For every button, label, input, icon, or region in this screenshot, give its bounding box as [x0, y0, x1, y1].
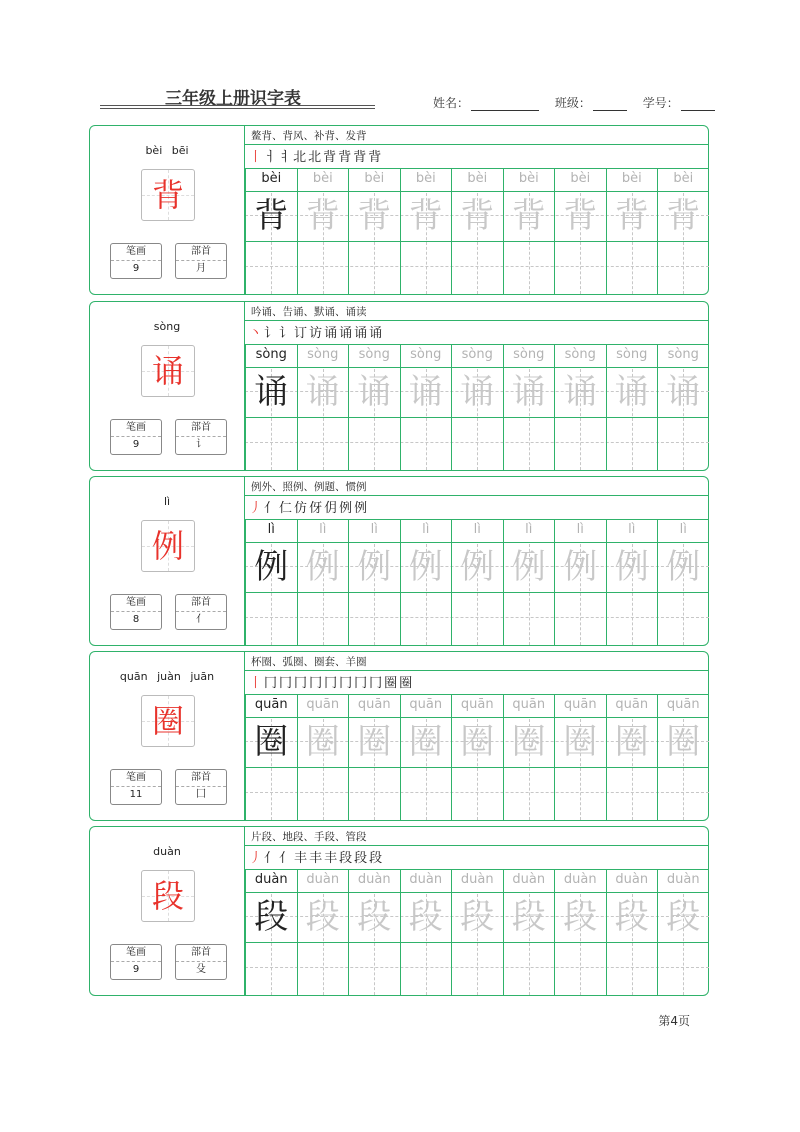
stroke-step: 背	[323, 150, 337, 165]
practice-character: 诵	[254, 372, 289, 412]
card-info-panel	[90, 126, 245, 294]
practice-pinyin: quān	[460, 697, 494, 712]
practice-cell[interactable]	[348, 169, 400, 294]
practice-cell[interactable]	[400, 169, 452, 294]
stroke-step: 北	[293, 150, 307, 165]
stroke-step: 背	[338, 150, 352, 165]
row-divider	[245, 495, 709, 496]
practice-cell[interactable]	[657, 345, 709, 470]
practice-pinyin: duàn	[306, 872, 340, 887]
practice-pinyin: quān	[409, 697, 443, 712]
practice-cell[interactable]	[245, 520, 297, 645]
class-label: 班级：	[554, 96, 591, 110]
practice-cell[interactable]	[400, 345, 452, 470]
practice-pinyin: duàn	[357, 872, 391, 887]
practice-cell[interactable]	[503, 520, 555, 645]
practice-pinyin: lì	[370, 522, 378, 537]
stroke-step: 丰	[294, 851, 308, 866]
practice-character: 诵	[666, 372, 701, 412]
practice-pinyin: quān	[666, 697, 700, 712]
radical-value: 月	[196, 263, 206, 274]
practice-character: 诵	[460, 372, 495, 412]
stroke-count-box	[110, 419, 162, 455]
practice-character: 背	[563, 196, 598, 236]
name-field[interactable]	[471, 98, 539, 111]
stroke-step: 北	[308, 150, 322, 165]
practice-character: 段	[357, 897, 392, 937]
row-divider	[245, 320, 709, 321]
practice-grid	[245, 520, 709, 645]
stroke-order	[249, 847, 384, 866]
practice-character: 段	[666, 897, 701, 937]
practice-cell[interactable]	[400, 520, 452, 645]
practice-pinyin: lì	[473, 522, 481, 537]
stroke-step: 访	[309, 326, 323, 341]
stroke-count-value: 9	[132, 439, 140, 450]
practice-grid	[245, 695, 709, 820]
practice-pinyin: sòng	[564, 347, 596, 362]
practice-cell[interactable]	[554, 695, 606, 820]
example-words: 片段、地段、手段、管段	[251, 831, 367, 843]
practice-grid	[245, 169, 709, 294]
row-divider	[245, 670, 709, 671]
practice-pinyin: lì	[525, 522, 533, 537]
practice-pinyin: bèi	[261, 171, 282, 186]
practice-character: 诵	[305, 372, 340, 412]
practice-pinyin: quān	[254, 697, 288, 712]
practice-character: 圈	[511, 722, 546, 762]
character-box	[141, 345, 195, 397]
pinyin-readings: sòng	[153, 320, 181, 333]
stroke-step: 冂	[264, 676, 278, 691]
practice-character: 圈	[614, 722, 649, 762]
stroke-step: 例	[339, 501, 353, 516]
radical-label: 部首	[176, 595, 226, 612]
practice-pinyin: duàn	[615, 872, 649, 887]
practice-cell[interactable]	[245, 695, 297, 820]
stroke-step: 仴	[324, 501, 338, 516]
practice-pinyin: bèi	[673, 171, 694, 186]
practice-pinyin: duàn	[563, 872, 597, 887]
radical-box	[175, 419, 227, 455]
practice-panel	[245, 652, 709, 820]
stroke-step: 诵	[339, 326, 353, 341]
main-character: 例	[151, 527, 184, 565]
practice-character: 段	[563, 897, 598, 937]
practice-pinyin: quān	[357, 697, 391, 712]
practice-cell[interactable]	[348, 695, 400, 820]
character-box	[141, 520, 195, 572]
radical-box	[175, 769, 227, 805]
character-box	[141, 870, 195, 922]
stroke-step: 冂	[294, 676, 308, 691]
practice-character: 背	[305, 196, 340, 236]
stroke-count-label: 笔画	[111, 595, 161, 612]
practice-cell[interactable]	[297, 345, 349, 470]
practice-cell[interactable]	[503, 870, 555, 995]
practice-character: 圈	[666, 722, 701, 762]
practice-character: 段	[305, 897, 340, 937]
practice-cell[interactable]	[451, 169, 503, 294]
stroke-count-box	[110, 769, 162, 805]
character-card	[89, 125, 709, 295]
practice-pinyin: sòng	[410, 347, 442, 362]
stroke-count-box	[110, 594, 162, 630]
stroke-step: 背	[353, 150, 367, 165]
character-card	[89, 476, 709, 646]
class-field[interactable]	[593, 98, 627, 111]
practice-pinyin: sòng	[667, 347, 699, 362]
character-card	[89, 301, 709, 471]
practice-character: 段	[614, 897, 649, 937]
practice-cell[interactable]	[400, 695, 452, 820]
practice-cell[interactable]	[657, 520, 709, 645]
practice-cell[interactable]	[348, 345, 400, 470]
practice-pinyin: sòng	[616, 347, 648, 362]
practice-character: 诵	[563, 372, 598, 412]
title-underline-2	[100, 108, 375, 109]
radical-label: 部首	[176, 770, 226, 787]
character-box	[141, 695, 195, 747]
practice-character: 背	[254, 196, 289, 236]
stroke-step: 丰	[324, 851, 338, 866]
practice-character: 段	[408, 897, 443, 937]
practice-cell[interactable]	[245, 345, 297, 470]
stroke-step: 圈	[399, 676, 413, 691]
pinyin-readings: quān juàn juān	[119, 670, 215, 683]
practice-character: 圈	[357, 722, 392, 762]
practice-character: 背	[357, 196, 392, 236]
id-field[interactable]	[681, 98, 715, 111]
stroke-count-value: 11	[129, 789, 143, 800]
practice-cell[interactable]	[451, 520, 503, 645]
radical-box	[175, 944, 227, 980]
practice-cell[interactable]	[348, 520, 400, 645]
stroke-count-box	[110, 944, 162, 980]
radical-value: 殳	[196, 964, 206, 975]
stroke-step: 段	[369, 851, 383, 866]
practice-pinyin: duàn	[409, 872, 443, 887]
practice-pinyin: duàn	[666, 872, 700, 887]
practice-character: 圈	[460, 722, 495, 762]
stroke-order	[249, 672, 414, 691]
practice-cell[interactable]	[400, 870, 452, 995]
practice-panel	[245, 827, 709, 995]
practice-pinyin: sòng	[358, 347, 390, 362]
practice-cell[interactable]	[297, 870, 349, 995]
title-underline	[100, 105, 375, 106]
stroke-step: 伢	[309, 501, 323, 516]
practice-pinyin: duàn	[254, 872, 288, 887]
stroke-step: 仁	[279, 501, 293, 516]
stroke-step: 冂	[279, 676, 293, 691]
practice-cell[interactable]	[657, 870, 709, 995]
practice-character: 诵	[408, 372, 443, 412]
radical-value: 亻	[196, 614, 206, 625]
stroke-count-box	[110, 243, 162, 279]
practice-character: 例	[614, 547, 649, 587]
stroke-step: 冂	[309, 676, 323, 691]
practice-character: 背	[614, 196, 649, 236]
stroke-step: 背	[368, 150, 382, 165]
stroke-step: 丿	[249, 501, 263, 516]
stroke-step: 例	[354, 501, 368, 516]
practice-character: 背	[408, 196, 443, 236]
stroke-order	[249, 322, 384, 341]
pinyin-readings: bèi bēi	[145, 144, 189, 157]
page-number: 第4页	[658, 1014, 690, 1028]
practice-pinyin: quān	[563, 697, 597, 712]
practice-cell[interactable]	[451, 695, 503, 820]
practice-pinyin: lì	[679, 522, 687, 537]
stroke-step: 段	[339, 851, 353, 866]
practice-cell[interactable]	[245, 169, 297, 294]
practice-grid	[245, 870, 709, 995]
practice-pinyin: lì	[422, 522, 430, 537]
practice-cell[interactable]	[554, 169, 606, 294]
practice-cell[interactable]	[297, 695, 349, 820]
stroke-count-value: 8	[132, 614, 140, 625]
radical-label: 部首	[176, 244, 226, 261]
stroke-step: ㅓ	[264, 150, 277, 165]
stroke-step: 圈	[384, 676, 398, 691]
practice-cell[interactable]	[503, 169, 555, 294]
stroke-step: 亻	[279, 851, 293, 866]
stroke-step: 丨	[249, 676, 263, 691]
stroke-count-value: 9	[132, 263, 140, 274]
practice-character: 例	[666, 547, 701, 587]
practice-cell[interactable]	[606, 695, 658, 820]
practice-pinyin: bèi	[312, 171, 333, 186]
id-label: 学号：	[642, 96, 679, 110]
stroke-step: 仿	[294, 501, 308, 516]
stroke-step: 冂	[369, 676, 383, 691]
character-card	[89, 651, 709, 821]
practice-character: 例	[305, 547, 340, 587]
stroke-step: 诵	[324, 326, 338, 341]
practice-pinyin: lì	[267, 522, 275, 537]
practice-character: 例	[563, 547, 598, 587]
practice-character: 例	[254, 547, 289, 587]
practice-pinyin: bèi	[570, 171, 591, 186]
practice-character: 例	[408, 547, 443, 587]
practice-pinyin: bèi	[467, 171, 488, 186]
practice-character: 背	[511, 196, 546, 236]
stroke-step: 冂	[339, 676, 353, 691]
practice-pinyin: sòng	[461, 347, 493, 362]
practice-pinyin: quān	[306, 697, 340, 712]
main-character: 段	[151, 877, 184, 915]
practice-cell[interactable]	[657, 695, 709, 820]
practice-cell[interactable]	[606, 870, 658, 995]
stroke-step: 丿	[249, 851, 263, 866]
practice-cell[interactable]	[606, 169, 658, 294]
practice-cell[interactable]	[554, 345, 606, 470]
practice-cell[interactable]	[297, 520, 349, 645]
pinyin-readings: lì	[163, 495, 171, 508]
practice-character: 段	[511, 897, 546, 937]
practice-pinyin: sòng	[255, 347, 287, 362]
radical-value: 讠	[196, 439, 206, 450]
stroke-step: 讠	[279, 326, 293, 341]
main-character: 圈	[151, 702, 184, 740]
main-character: 诵	[151, 352, 184, 390]
practice-character: 圈	[305, 722, 340, 762]
student-info	[433, 94, 727, 111]
practice-cell[interactable]	[503, 345, 555, 470]
character-box	[141, 169, 195, 221]
stroke-step: 讠	[264, 326, 278, 341]
stroke-count-label: 笔画	[111, 420, 161, 437]
practice-pinyin: quān	[615, 697, 649, 712]
radical-label: 部首	[176, 420, 226, 437]
practice-cell[interactable]	[451, 345, 503, 470]
practice-character: 诵	[511, 372, 546, 412]
practice-pinyin: quān	[512, 697, 546, 712]
stroke-step: 丶	[249, 326, 263, 341]
stroke-count-label: 笔画	[111, 770, 161, 787]
practice-character: 诵	[614, 372, 649, 412]
practice-panel	[245, 477, 709, 645]
stroke-step: 亻	[264, 851, 278, 866]
practice-character: 段	[254, 897, 289, 937]
stroke-order	[249, 146, 383, 165]
practice-character: 圈	[563, 722, 598, 762]
stroke-count-label: 笔画	[111, 244, 161, 261]
stroke-step: 诵	[354, 326, 368, 341]
practice-character: 圈	[254, 722, 289, 762]
stroke-step: 亻	[264, 501, 278, 516]
practice-pinyin: lì	[628, 522, 636, 537]
practice-panel	[245, 126, 709, 294]
example-words: 鳌背、背风、补背、发背	[251, 130, 367, 142]
stroke-count-value: 9	[132, 964, 140, 975]
practice-cell[interactable]	[245, 870, 297, 995]
main-character: 背	[151, 176, 184, 214]
practice-character: 例	[357, 547, 392, 587]
practice-pinyin: bèi	[364, 171, 385, 186]
stroke-step: 冂	[324, 676, 338, 691]
card-info-panel	[90, 477, 245, 645]
practice-pinyin: lì	[319, 522, 327, 537]
page-title: 三年级上册识字表	[165, 89, 301, 109]
pinyin-readings: duàn	[153, 845, 181, 858]
name-label: 姓名：	[433, 96, 470, 110]
practice-panel	[245, 302, 709, 470]
stroke-count-label: 笔画	[111, 945, 161, 962]
radical-value: 囗	[196, 789, 206, 800]
practice-pinyin: sòng	[307, 347, 339, 362]
practice-grid	[245, 345, 709, 470]
practice-character: 背	[666, 196, 701, 236]
practice-cell[interactable]	[554, 520, 606, 645]
practice-cell[interactable]	[606, 520, 658, 645]
practice-pinyin: bèi	[415, 171, 436, 186]
practice-character: 段	[460, 897, 495, 937]
practice-pinyin: duàn	[460, 872, 494, 887]
card-info-panel	[90, 652, 245, 820]
practice-cell[interactable]	[503, 695, 555, 820]
practice-cell[interactable]	[451, 870, 503, 995]
practice-character: 背	[460, 196, 495, 236]
practice-cell[interactable]	[554, 870, 606, 995]
practice-cell[interactable]	[348, 870, 400, 995]
character-card	[89, 826, 709, 996]
stroke-step: 订	[294, 326, 308, 341]
stroke-order	[249, 497, 369, 516]
stroke-step: 段	[354, 851, 368, 866]
row-divider	[245, 845, 709, 846]
practice-pinyin: bèi	[518, 171, 539, 186]
stroke-step: 丰	[309, 851, 323, 866]
stroke-step: ㅕ	[278, 150, 292, 165]
practice-cell[interactable]	[297, 169, 349, 294]
card-info-panel	[90, 827, 245, 995]
practice-pinyin: lì	[576, 522, 584, 537]
example-words: 杯圈、弧圈、圈套、羊圈	[251, 656, 367, 668]
stroke-step: 丨	[249, 150, 263, 165]
radical-box	[175, 243, 227, 279]
card-info-panel	[90, 302, 245, 470]
practice-character: 诵	[357, 372, 392, 412]
stroke-step: 诵	[369, 326, 383, 341]
practice-cell[interactable]	[606, 345, 658, 470]
example-words: 吟诵、告诵、默诵、诵读	[251, 306, 367, 318]
row-divider	[245, 144, 709, 145]
practice-pinyin: sòng	[513, 347, 545, 362]
example-words: 例外、照例、例题、惯例	[251, 481, 367, 493]
practice-cell[interactable]	[657, 169, 709, 294]
radical-label: 部首	[176, 945, 226, 962]
radical-box	[175, 594, 227, 630]
practice-character: 例	[511, 547, 546, 587]
practice-character: 例	[460, 547, 495, 587]
practice-character: 圈	[408, 722, 443, 762]
practice-pinyin: bèi	[621, 171, 642, 186]
practice-pinyin: duàn	[512, 872, 546, 887]
stroke-step: 冂	[354, 676, 368, 691]
